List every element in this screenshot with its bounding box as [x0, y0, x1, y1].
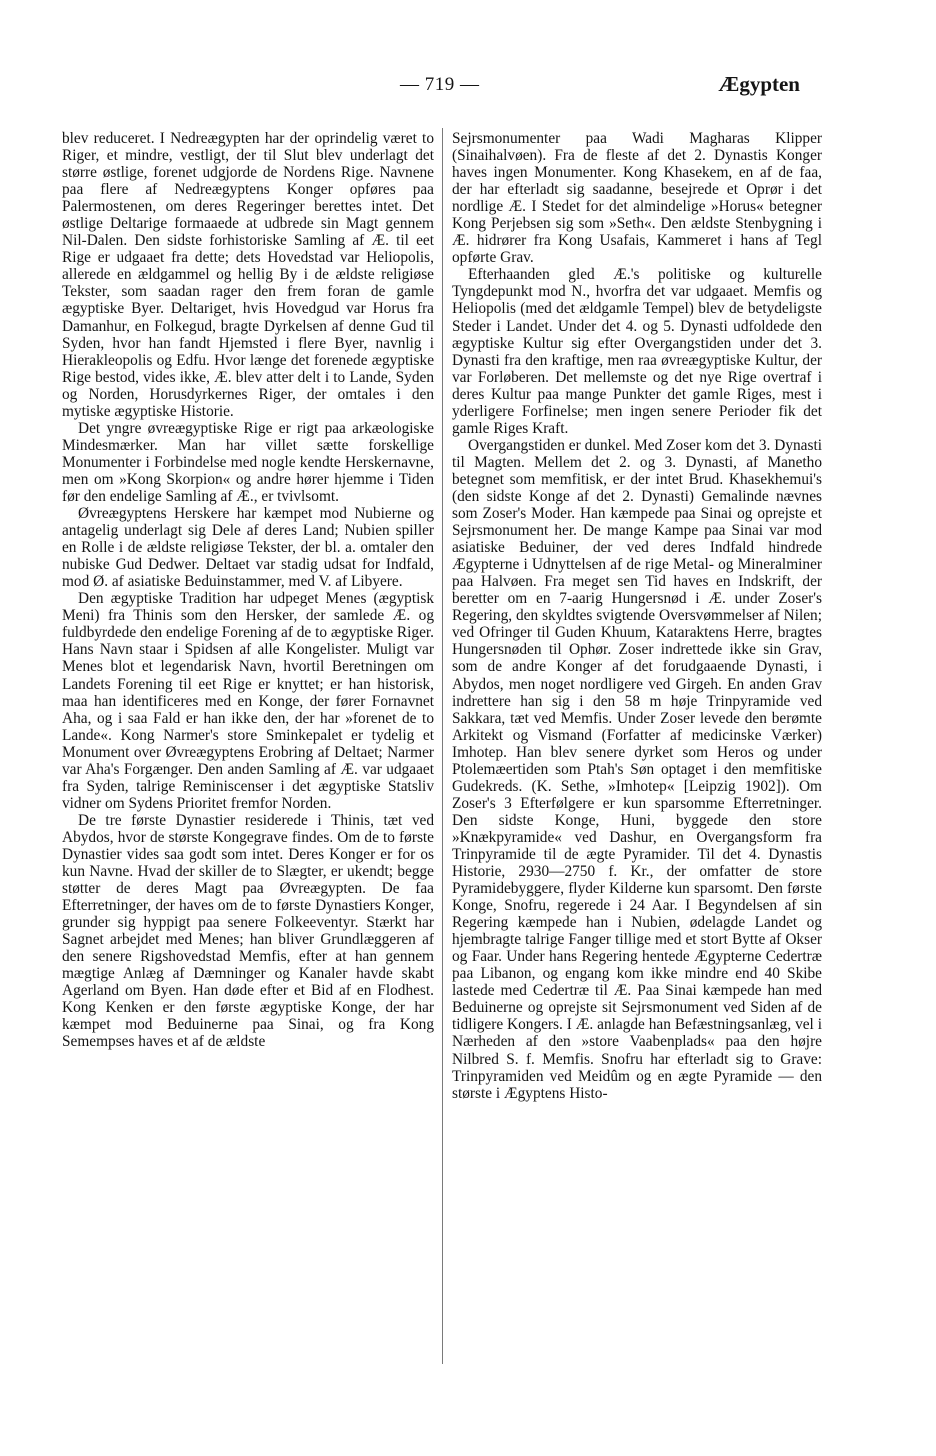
paragraph: De tre første Dynastier residerede i Thinis, tæt ved Abydos, hvor de største Kongegrave findes. Om de to første Dynastier vides saa godt som intet. Deres Konger er for os kun Navne. Hvad der skiller de to Slægter, er ukendt; begge støtter de deres Magt paa Øvreægypten. De faa Efterretninger, der haves om de to første Dynastiers Konger, grunder sig hyppigt paa senere Folkeeventyr. Stærkt har Sagnet arbejdet med Menes; han bliver Grundlæggeren af den senere Rigshovedstad Memfis, efter at han gennem mægtige Anlæg af Dæmninger og Kanaler havde skabt Agerland om Byen. Han døde efter et Bid af en Flodhest. Kong Kenken er den første ægyptiske Konge, der har kæmpet mod Beduinerne paa Sinai, og fra Kong Semempses haves et af de ældste: [62, 811, 434, 1051]
running-head: Ægypten: [718, 72, 800, 96]
right-column: [452, 130, 822, 1102]
left-column: [62, 130, 434, 1051]
paragraph: Overgangstiden er dunkel. Med Zoser kom det 3. Dynasti til Magten. Mellem det 2. og 3. Dynasti, af Manetho betegnet som memfitisk, er der intet Brud. Khasekhemui's (den sidste Konge af det 2. Dynasti) Gemalinde nævnes som Zoser's Moder. Han kæmpede paa Sinai og oprejste et Sejrsmonument her. De mange Kampe paa Sinai var mod asiatiske Beduiner, der ved deres Indfald hindrede Ægypterne i Udnyttelsen af de rige Metal- og Mineralminer paa Halvøen. Fra meget sen Tid haves en Indskrift, der beretter om en 7-aarig Hungersnød i Æ. under Zoser's Regering, den skyldtes svigtende Oversvømmelser af Nilen; ved Ofringer til Guden Khuum, Kataraktens Herre, bragtes Hungersnøden til Ophør. Zoser indrettede ikke sin Grav, som de andre Konger af det forudgaaende Dynasti, i Abydos, men noget nordligere ved Girgeh. En anden Grav indrettere han sig i den 58 m høje Trinpyramide ved Sakkara, tæt ved Memfis. Under Zoser levede den berømte Arkitekt og Vismand (Forfatter af medicinske Værker) Imhotep. Han blev senere dyrket som Heros og under Ptolemæertiden som Ptah's Søn optaget i den memfitiske Gudekreds. (K. Sethe, »Imhotep« [Leipzig 1902]). Om Zoser's 3 Efterfølgere er kun sparsomme Efterretninger. Den sidste Konge, Huni, byggede den store »Knækpyramide« ved Dashur, en Overgangsform fra Trinpyramide til de ægte Pyramider. Til det 4. Dynastis Historie, 2930—2750 f. Kr., der omfatter de store Pyramidebyggere, flyder Kilderne kun sparsomt. Den første Konge, Snofru, regerede i 24 Aar. I Begyndelsen af sin Regering kæmpede han i Nubien, ødelagde Landet og hjembragte talrige Fanger tillige med et stort Bytte af Okser og Faar. Under hans Regering hentede Ægypterne Cedertræ paa Libanon, og engang kom ikke mindre end 40 Skibe lastede med Cedertræ til Æ. Paa Sinai kæmpede han med Beduinerne og oprejste sit Sejrsmonument ved Siden af de tidligere Kongers. I Æ. anlagde han Befæstningsanlæg, vel i Nærheden af den »store Vaabenplads« paa den højre Nilbred S. f. Memfis. Snofru har efterladt sig to Grave: Trinpyramiden ved Meidûm og en ægte Pyramide — den største i Ægyptens Histo-: [452, 436, 822, 1102]
page-number: — 719 —: [400, 74, 480, 95]
paragraph: Den ægyptiske Tradition har udpeget Menes (ægyptisk Meni) fra Thinis som den Hersker, der samlede Æ. og fuldbyrdede den endelige Forening af de to ægyptiske Riger. Hans Navn staar i Spidsen af alle Kongelister. Muligt var Menes blot et legendarisk Navn, hvortil Beretningen om Landets Forening til eet Rige er knyttet; er han historisk, maa han identificeres med en Konge, der fører Fornavnet Aha, og i saa Fald er han ikke den, der har »forenet de to Lande«. Kong Narmer's store Sminkepalet er tydelig et Monument over Øvreægyptens Erobring af Deltaet; Narmer var Aha's Forgænger. Den anden Samling af Æ. var udgaaet fra Syden, talrige Reminiscenser i det ægyptiske Statsliv vidner om Sydens Prioritet fremfor Norden.: [62, 590, 434, 812]
column-divider: [442, 128, 443, 1364]
paragraph: Efterhaanden gled Æ.'s politiske og kulturelle Tyngdepunkt mod N., hvorfra det var udgaaet. Memfis og Heliopolis (med det ældgamle Tempel) blev de betydeligste Steder i Landet. Under det 4. og 5. Dynasti udfoldede den ægyptiske Kultur sig efter Overgangstiden under det 3. Dynasti fra den kraftige, men raa øvreægyptiske Kultur, der var Forløberen. Det mellemste og det nye Rige overtraf i deres Kultur paa mange Punkter det gamle Riges, mest i yderligere Forfinelse; men ingen senere Perioder fik det gamle Riges Kraft.: [452, 266, 822, 437]
paragraph: Sejrsmonumenter paa Wadi Magharas Klipper (Sinaihalvøen). Fra de fleste af det 2. Dynastis Konger haves ingen Monumenter. Kong Khasekem, en af de faa, der har efterladt sig saadanne, besejrede et Oprør i det nordlige Æ. I Stedet for det almindelige »Horus« betegner Kong Perjebsen sig som »Seth«. Den ældste Stenbygning i Æ. hidrører fra Kong Usafais, Kammeret i hans af Tegl opførte Grav.: [452, 130, 822, 267]
paragraph: Det yngre øvreægyptiske Rige er rigt paa arkæologiske Mindesmærker. Man har villet sætte forskellige Monumenter i Forbindelse med nogle kendte Herskernavne, men om »Kong Skorpion« og andre hører hjemme i Tiden før den endelige Samling af Æ., er tvivlsomt.: [62, 419, 434, 505]
paragraph: blev reduceret. I Nedreægypten har der oprindelig været to Riger, et mindre, vestligt, der til Slut blev underlagt det større østlige, forenet udgjorde de Nordens Rige. Navnene paa flere af Nedreægyptens Konger opføres paa Palermostenen, om deres Regeringer berettes intet. Det østlige Deltarige formaaede at udbrede sin Magt gennem Nil-Dalen. Den sidste forhistoriske Samling af Æ. til eet Rige er udgaaet fra dette; dets Hovedstad var Heliopolis, allerede en ældgammel og hellig By i de ældste religiøse Tekster, som saadan rager den frem foran de gamle ægyptiske Byer. Deltariget, hvis Hovedgud var Horus fra Damanhur, en Folkegud, bragte Dyrkelsen af denne Gud til Syden, hvor han fandt Hjemsted i flere Byer, navnlig i Hierakleopolis og Edfu. Hvor længe det forenede ægyptiske Rige bestod, vides ikke, Æ. blev atter delt i to Lande, Syden og Norden, Horusdyrkernes Riger, der omtales i den mytiske ægyptiske Historie.: [62, 130, 434, 420]
paragraph: Øvreægyptens Herskere har kæmpet mod Nubierne og antagelig underlagt sig Dele af deres Land; Nubien spiller en Rolle i de ældste religiøse Tekster, der bl. a. omtaler den nubiske Gud Dedwer. Deltaet var stadig udsat for Indfald, mod Ø. af asiatiske Beduinstammer, med V. af Libyere.: [62, 505, 434, 591]
page-header: [62, 70, 802, 106]
